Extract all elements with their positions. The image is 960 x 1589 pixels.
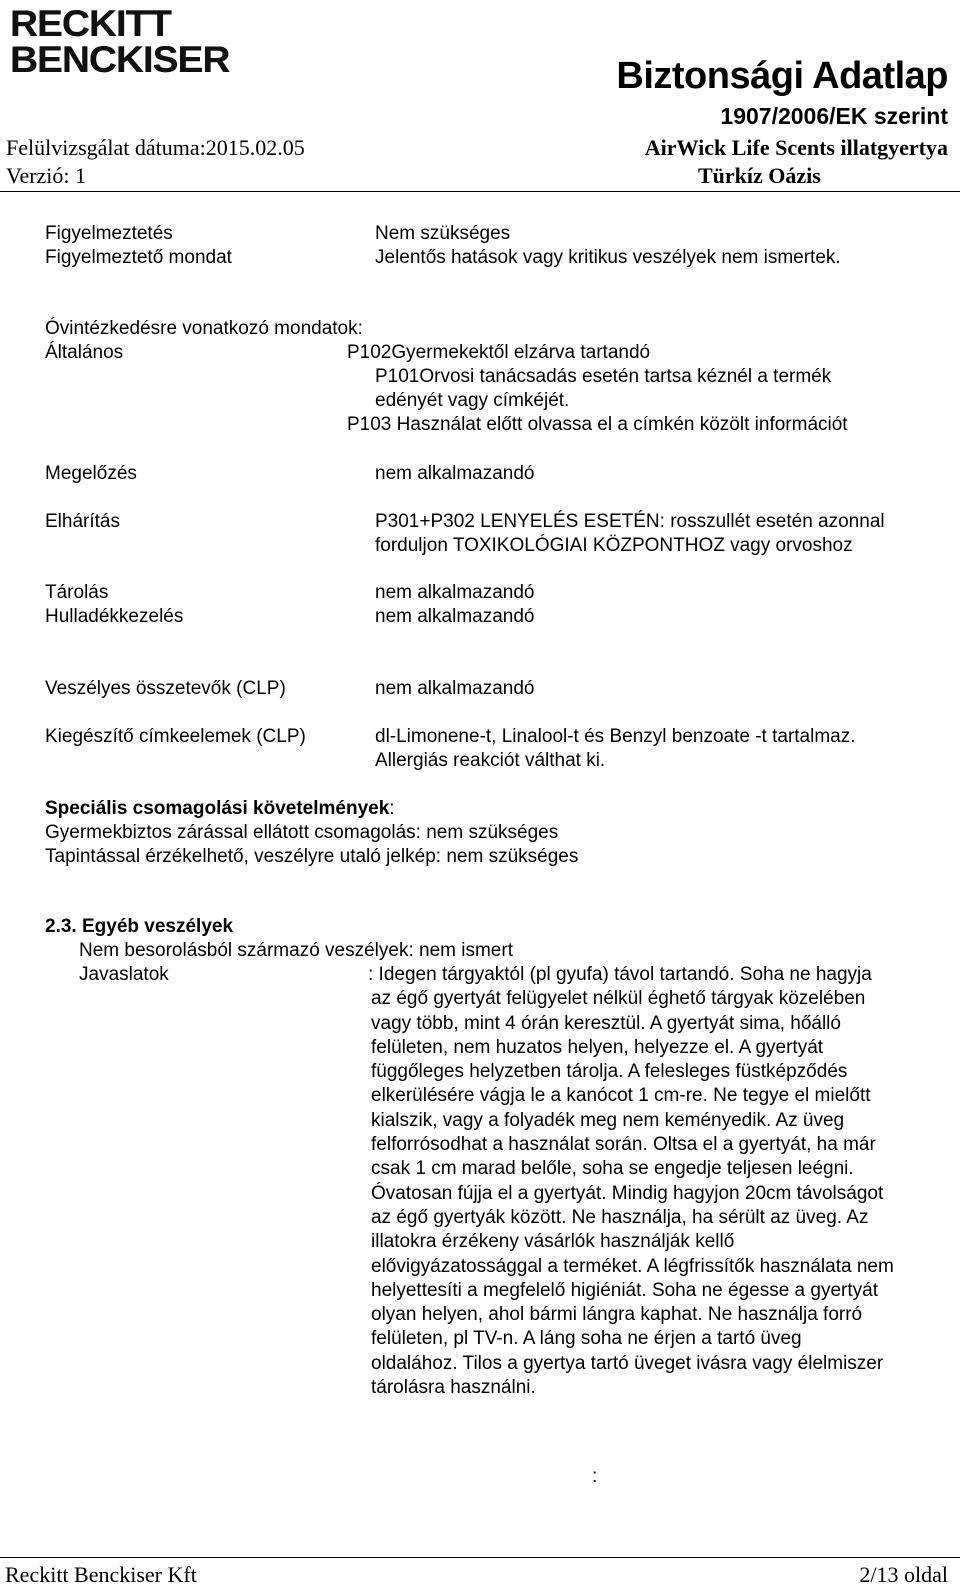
advice-line: tárolásra használni. xyxy=(371,1377,536,1399)
advice-line: olyan helyen, ahol bármi lángra kaphat. Ne használja forró xyxy=(371,1304,863,1326)
child-resistant-line: Gyermekbiztos zárással ellátott csomagolás: nem szükséges xyxy=(45,822,559,843)
hazard-statement-value: Jelentős hatások vagy kritikus veszélyek nem ismertek. xyxy=(375,247,841,268)
advice-line: felületen, pl TV-n. A láng soha ne érjen a tartó üveg xyxy=(371,1328,802,1350)
response-line: forduljon TOXIKOLÓGIAI KÖZPONTHOZ vagy orvoshoz xyxy=(375,535,853,556)
advice-line: : Idegen tárgyaktól (pl gyufa) távol tartandó. Soha ne hagyja xyxy=(368,964,872,985)
advice-line: az égő gyertyák között. Ne használja, ha sérült az üveg. Az xyxy=(371,1206,869,1228)
precautions-heading: Óvintézkedésre vonatkozó mondatok: xyxy=(45,318,363,339)
logo-line-2: BENCKISER xyxy=(10,39,230,80)
prevention-value: nem alkalmazandó xyxy=(375,463,535,484)
advice-line: vagy több, mint 4 órán keresztül. A gyertyát sima, hőálló xyxy=(371,1012,841,1034)
advice-line: elkerülésére vágja le a kanócot 1 cm-re. Ne tegye el mielőtt xyxy=(371,1085,871,1107)
header-divider xyxy=(0,191,960,192)
product-name: AirWick Life Scents illatgyertya xyxy=(644,135,948,160)
general-line: P103 Használat előtt olvassa el a címkén közölt információt xyxy=(347,414,848,435)
footer-page-number: 2/13 oldal xyxy=(859,1562,948,1587)
general-line: P101Orvosi tanácsadás esetén tartsa kéznél a termék xyxy=(375,366,832,387)
response-line: P301+P302 LENYELÉS ESETÉN: rosszullét esetén azonnal xyxy=(375,511,885,532)
version: Verzió: 1 xyxy=(6,163,87,188)
advice-label: Javaslatok xyxy=(79,964,169,985)
regulation-reference: 1907/2006/EK szerint xyxy=(720,103,948,129)
packaging-heading-colon: : xyxy=(389,798,395,819)
advice-line: elővigyázatossággal a terméket. A légfrissítők használata nem xyxy=(371,1255,894,1277)
logo-line-1: RECKITT xyxy=(10,3,171,44)
disposal-label: Hulladékkezelés xyxy=(45,606,184,627)
advice-line: felforrósodhat a használat során. Oltsa el a gyertyát, ha már xyxy=(371,1134,876,1156)
footer-company: Reckitt Benckiser Kft xyxy=(5,1562,197,1587)
other-hazards-heading: 2.3. Egyéb veszélyek xyxy=(45,916,234,937)
supplementary-line: dl-Limonene-t, Linalool-t és Benzyl benzoate -t tartalmaz. xyxy=(375,726,856,747)
disposal-value: nem alkalmazandó xyxy=(375,606,535,627)
advice-line: oldalához. Tilos a gyertya tartó üveget ivásra vagy élelmiszer xyxy=(371,1352,884,1374)
advice-line: Óvatosan fújja el a gyertyát. Mindig hagyjon 20cm távolságot xyxy=(371,1182,884,1204)
revision-date: Felülvizsgálat dátuma:2015.02.05 xyxy=(6,135,305,160)
packaging-heading: Speciális csomagolási követelmények xyxy=(45,798,390,819)
signal-word-label: Figyelmeztetés xyxy=(45,223,173,244)
response-label: Elhárítás xyxy=(45,511,120,532)
storage-label: Tárolás xyxy=(45,582,109,603)
supplementary-label: Kiegészítő címkeelemek (CLP) xyxy=(45,726,306,747)
general-line: P102Gyermekektől elzárva tartandó xyxy=(347,342,651,363)
advice-text xyxy=(368,963,894,1400)
hazardous-components-value: nem alkalmazandó xyxy=(375,678,535,699)
advice-line: függőleges helyzetben tárolja. A felesleges füstképződés xyxy=(371,1061,848,1083)
footer-divider xyxy=(0,1557,960,1558)
packaging-heading-row xyxy=(45,797,395,821)
product-variant: Türkíz Oázis xyxy=(698,163,821,188)
non-classified-hazards: Nem besorolásból származó veszélyek: nem ismert xyxy=(79,940,513,961)
tactile-warning-line: Tapintással érzékelhető, veszélyre utaló jelkép: nem szükséges xyxy=(45,846,579,867)
signal-word-value: Nem szükséges xyxy=(375,223,511,244)
hazard-statement-label: Figyelmeztető mondat xyxy=(45,247,232,268)
stray-colon: : xyxy=(592,1466,598,1487)
general-line: edényét vagy címkéjét. xyxy=(375,390,570,411)
supplementary-line: Allergiás reakciót válthat ki. xyxy=(375,750,606,771)
advice-line: felületen, nem huzatos helyen, helyezze el. A gyertyát xyxy=(371,1036,824,1058)
prevention-label: Megelőzés xyxy=(45,463,137,484)
advice-line: csak 1 cm marad belőle, soha se engedje teljesen leégni. xyxy=(371,1158,854,1180)
general-label: Általános xyxy=(45,342,124,363)
advice-line: illatokra érzékeny vásárlók használják kellő xyxy=(371,1231,735,1253)
document-title: Biztonsági Adatlap xyxy=(616,55,948,97)
advice-line: kialszik, vagy a folyadék meg nem keményedik. Az üveg xyxy=(371,1109,845,1131)
hazardous-components-label: Veszélyes összetevők (CLP) xyxy=(45,678,286,699)
advice-line: helyettesíti a megfelelő higiéniát. Soha ne égesse a gyertyát xyxy=(371,1279,878,1301)
company-logo xyxy=(10,3,230,80)
advice-line: az égő gyertyát felügyelet nélkül éghető tárgyak közelében xyxy=(371,988,866,1010)
storage-value: nem alkalmazandó xyxy=(375,582,535,603)
